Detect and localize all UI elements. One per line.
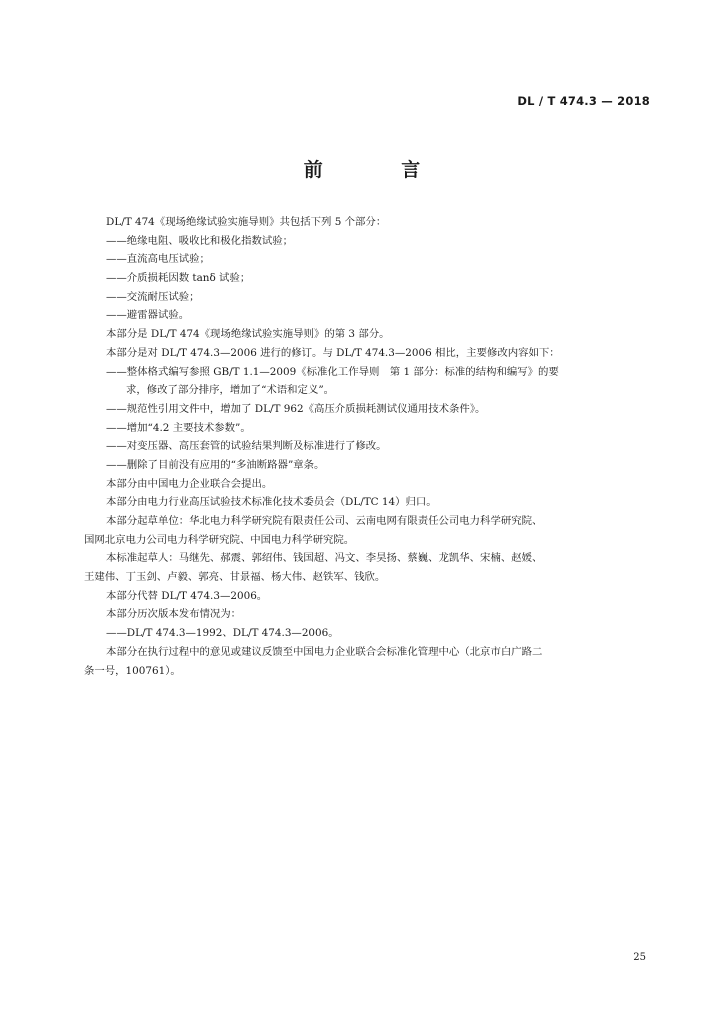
paragraph-line: 本部分是 DL/T 474《现场绝缘试验实施导则》的第 3 部分。 bbox=[106, 328, 390, 341]
list-item: ——对变压器、高压套管的试验结果判断及标准进行了修改。 bbox=[106, 440, 387, 453]
paragraph-line: 本部分历次版本发布情况为： bbox=[106, 608, 242, 621]
paragraph-line: 本部分由中国电力企业联合会提出。 bbox=[106, 477, 273, 490]
list-item: ——绝缘电阻、吸收比和极化指数试验； bbox=[106, 234, 294, 247]
standard-code: DL / T 474.3 — 2018 bbox=[517, 94, 650, 108]
paragraph-line: 条一号，100761）。 bbox=[84, 664, 181, 677]
foreword-body bbox=[84, 213, 656, 680]
paragraph-line: 本部分起草单位：华北电力科学研究院有限责任公司、云南电网有限责任公司电力科学研究院、 bbox=[106, 515, 543, 527]
list-item: ——直流高电压试验； bbox=[106, 253, 210, 266]
paragraph-line: 本部分代替 DL/T 474.3—2006。 bbox=[106, 589, 268, 602]
list-item: ——规范性引用文件中，增加了 DL/T 962《高压介质损耗测试仪通用技术条件》。 bbox=[106, 402, 486, 415]
list-item: ——介质损耗因数 tanδ 试验； bbox=[106, 272, 251, 285]
paragraph-line: 本部分在执行过程中的意见或建议反馈至中国电力企业联合会标准化管理中心（北京市白广路二 bbox=[106, 645, 543, 658]
list-item: 求，修改了部分排序，增加了“术语和定义”。 bbox=[126, 384, 335, 397]
paragraph-line: DL/T 474《现场绝缘试验实施导则》共包括下列 5 个部分： bbox=[106, 216, 387, 228]
list-item: ——避雷器试验。 bbox=[106, 309, 190, 322]
list-item: ——增加“4.2 主要技术参数”。 bbox=[106, 421, 251, 434]
page-title: 前 言 bbox=[303, 159, 457, 181]
list-item: ——整体格式编写参照 GB/T 1.1—2009《标准化工作导则 第 1 部分：标准的结构和编写》的要 bbox=[106, 365, 559, 378]
list-item: ——DL/T 474.3—1992、DL/T 474.3—2006。 bbox=[106, 627, 339, 640]
list-item: ——交流耐压试验； bbox=[106, 290, 200, 303]
paragraph-line: 本部分是对 DL/T 474.3—2006 进行的修订。与 DL/T 474.3—2006 相比，主要修改内容如下： bbox=[106, 346, 560, 359]
paragraph-line: 国网北京电力公司电力科学研究院、中国电力科学研究院。 bbox=[84, 533, 355, 546]
paragraph-line: 本部分由电力行业高压试验技术标准化技术委员会（DL/TC 14）归口。 bbox=[106, 496, 437, 509]
paragraph-line: 王建伟、丁玉剑、卢毅、郭亮、甘景福、杨大伟、赵铁军、钱欣。 bbox=[84, 571, 386, 584]
paragraph-line: 本标准起草人：马继先、郝震、郭绍伟、钱国超、冯文、李昊扬、蔡巍、龙凯华、宋楠、赵媛、 bbox=[106, 552, 543, 565]
page-number: 25 bbox=[633, 952, 646, 963]
list-item: ——删除了目前没有应用的“多油断路器”章条。 bbox=[106, 458, 325, 471]
